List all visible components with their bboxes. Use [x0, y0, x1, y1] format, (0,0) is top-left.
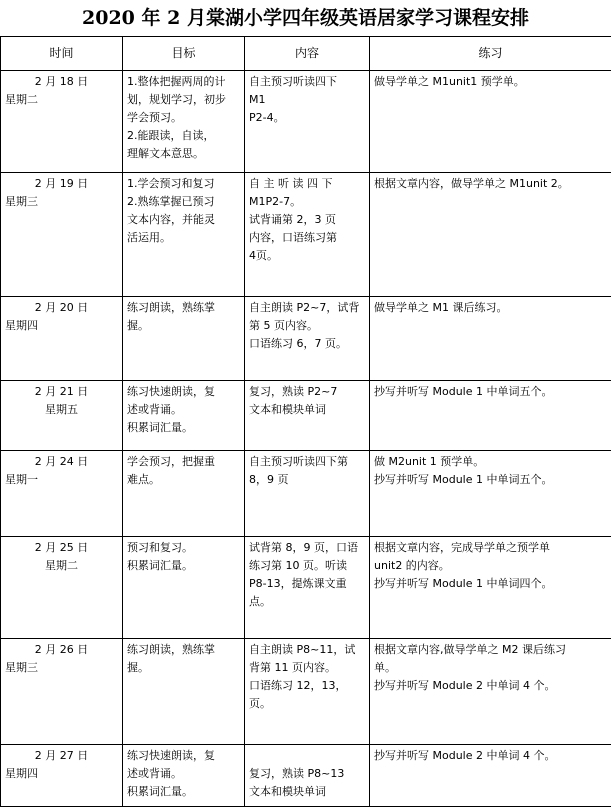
practice-line: 做导学单之 M1unit1 预学单。 — [374, 73, 607, 91]
date-label: 2 月 24 日 — [5, 453, 118, 471]
date-label: 2 月 21 日 — [5, 383, 118, 401]
practice-line: 根据文章内容，完成导学单之预学单 — [374, 539, 607, 557]
practice-line: 抄写并听写 Module 1 中单词五个。 — [374, 383, 607, 401]
content-line: M1P2-7。 — [249, 193, 365, 211]
weekday-label: 星期二 — [5, 91, 118, 109]
weekday-label: 星期四 — [5, 765, 118, 783]
content-line: P8-13，提炼课文重 — [249, 575, 365, 593]
goal-cell — [123, 381, 245, 451]
goal-line: 活运用。 — [127, 229, 240, 247]
goal-line: 2.熟练掌握已预习 — [127, 193, 240, 211]
time-cell — [1, 745, 123, 807]
goal-line: 述或背诵。 — [127, 401, 240, 419]
practice-line: 做导学单之 M1 课后练习。 — [374, 299, 607, 317]
content-line: 练习第 10 页。听读 — [249, 557, 365, 575]
content-line — [249, 747, 365, 765]
content-cell — [245, 381, 370, 451]
goal-cell — [123, 451, 245, 537]
header-practice: 练习 — [370, 37, 611, 71]
header-row — [1, 37, 611, 71]
goal-line: 练习朗读，熟练掌 — [127, 299, 240, 317]
page-title: 2020 年 2 月棠湖小学四年级英语居家学习课程安排 — [0, 6, 611, 30]
content-line: 内容，口语练习第 — [249, 229, 365, 247]
practice-line: 抄写并听写 Module 2 中单词 4 个。 — [374, 677, 607, 695]
content-cell — [245, 173, 370, 297]
date-label: 2 月 18 日 — [5, 73, 118, 91]
practice-line: unit2 的内容。 — [374, 557, 607, 575]
content-line: 自主预习听读四下第 — [249, 453, 365, 471]
weekday-label: 星期四 — [5, 317, 118, 335]
practice-line: 抄写并听写 Module 1 中单词四个。 — [374, 575, 607, 593]
weekday-label: 星期一 — [5, 471, 118, 489]
practice-cell — [370, 173, 611, 297]
header-time: 时间 — [1, 37, 123, 71]
table-row — [1, 173, 611, 297]
content-line: 文本和模块单词 — [249, 401, 365, 419]
goal-line: 理解文本意思。 — [127, 145, 240, 163]
date-label: 2 月 25 日 — [5, 539, 118, 557]
content-cell — [245, 639, 370, 745]
time-cell — [1, 537, 123, 639]
goal-line: 积累词汇量。 — [127, 557, 240, 575]
content-line: 自 主 听 读 四 下 — [249, 175, 365, 193]
date-label: 2 月 27 日 — [5, 747, 118, 765]
goal-line: 练习快速朗读，复 — [127, 383, 240, 401]
practice-line: 做 M2unit 1 预学单。 — [374, 453, 607, 471]
content-line: 点。 — [249, 593, 365, 611]
table-row — [1, 71, 611, 173]
content-line: M1 — [249, 91, 365, 109]
date-label: 2 月 26 日 — [5, 641, 118, 659]
time-cell — [1, 297, 123, 381]
practice-cell — [370, 745, 611, 807]
goal-line: 2.能跟读，自读， — [127, 127, 240, 145]
time-cell — [1, 71, 123, 173]
goal-line: 难点。 — [127, 471, 240, 489]
practice-line: 抄写并听写 Module 2 中单词 4 个。 — [374, 747, 607, 765]
content-cell — [245, 745, 370, 807]
weekday-label: 星期三 — [5, 193, 118, 211]
goal-line: 划，规划学习，初步 — [127, 91, 240, 109]
time-cell — [1, 639, 123, 745]
goal-cell — [123, 537, 245, 639]
goal-line: 握。 — [127, 659, 240, 677]
goal-line: 1.学会预习和复习 — [127, 175, 240, 193]
content-line: 复习，熟读 P2~7 — [249, 383, 365, 401]
content-line: 复习，熟读 P8~13 — [249, 765, 365, 783]
time-cell — [1, 381, 123, 451]
goal-line: 握。 — [127, 317, 240, 335]
content-line: 试背诵第 2，3 页 — [249, 211, 365, 229]
header-content: 内容 — [245, 37, 370, 71]
goal-line: 积累词汇量。 — [127, 783, 240, 801]
practice-cell — [370, 451, 611, 537]
goal-line: 积累词汇量。 — [127, 419, 240, 437]
table-row — [1, 639, 611, 745]
goal-line: 文本内容，并能灵 — [127, 211, 240, 229]
table-row — [1, 745, 611, 807]
practice-line: 根据文章内容,做导学单之 M2 课后练习 — [374, 641, 607, 659]
goal-line: 学会预习。 — [127, 109, 240, 127]
date-label: 2 月 20 日 — [5, 299, 118, 317]
table-row — [1, 297, 611, 381]
goal-cell — [123, 297, 245, 381]
content-line: 口语练习 6，7 页。 — [249, 335, 365, 353]
goal-cell — [123, 71, 245, 173]
time-cell — [1, 451, 123, 537]
goal-cell — [123, 639, 245, 745]
goal-line: 1.整体把握两周的计 — [127, 73, 240, 91]
date-label: 2 月 19 日 — [5, 175, 118, 193]
content-line: 页。 — [249, 695, 365, 713]
practice-cell — [370, 71, 611, 173]
content-line: 试背第 8，9 页，口语 — [249, 539, 365, 557]
content-cell — [245, 297, 370, 381]
content-cell — [245, 537, 370, 639]
content-line: 文本和模块单词 — [249, 783, 365, 801]
content-line: 背第 11 页内容。 — [249, 659, 365, 677]
schedule-table — [0, 36, 611, 807]
practice-cell — [370, 297, 611, 381]
weekday-label: 星期三 — [5, 659, 118, 677]
weekday-label: 星期二 — [5, 557, 118, 575]
goal-cell — [123, 173, 245, 297]
content-line: 口语练习 12，13， — [249, 677, 365, 695]
table-row — [1, 537, 611, 639]
content-line: 第 5 页内容。 — [249, 317, 365, 335]
goal-line: 学会预习，把握重 — [127, 453, 240, 471]
goal-cell — [123, 745, 245, 807]
header-goal: 目标 — [123, 37, 245, 71]
content-cell — [245, 451, 370, 537]
content-cell — [245, 71, 370, 173]
goal-line: 练习朗读，熟练掌 — [127, 641, 240, 659]
practice-cell — [370, 639, 611, 745]
practice-line: 根据文章内容，做导学单之 M1unit 2。 — [374, 175, 607, 193]
content-line: 自主预习听读四下 — [249, 73, 365, 91]
practice-line: 单。 — [374, 659, 607, 677]
time-cell — [1, 173, 123, 297]
content-line: 自主朗读 P8~11，试 — [249, 641, 365, 659]
content-line: P2-4。 — [249, 109, 365, 127]
content-line: 8，9 页 — [249, 471, 365, 489]
content-line: 自主朗读 P2~7，试背 — [249, 299, 365, 317]
content-line: 4页。 — [249, 247, 365, 265]
practice-cell — [370, 537, 611, 639]
practice-line: 抄写并听写 Module 1 中单词五个。 — [374, 471, 607, 489]
weekday-label: 星期五 — [5, 401, 118, 419]
practice-cell — [370, 381, 611, 451]
goal-line: 预习和复习。 — [127, 539, 240, 557]
goal-line: 练习快速朗读，复 — [127, 747, 240, 765]
table-row — [1, 381, 611, 451]
goal-line: 述或背诵。 — [127, 765, 240, 783]
table-row — [1, 451, 611, 537]
